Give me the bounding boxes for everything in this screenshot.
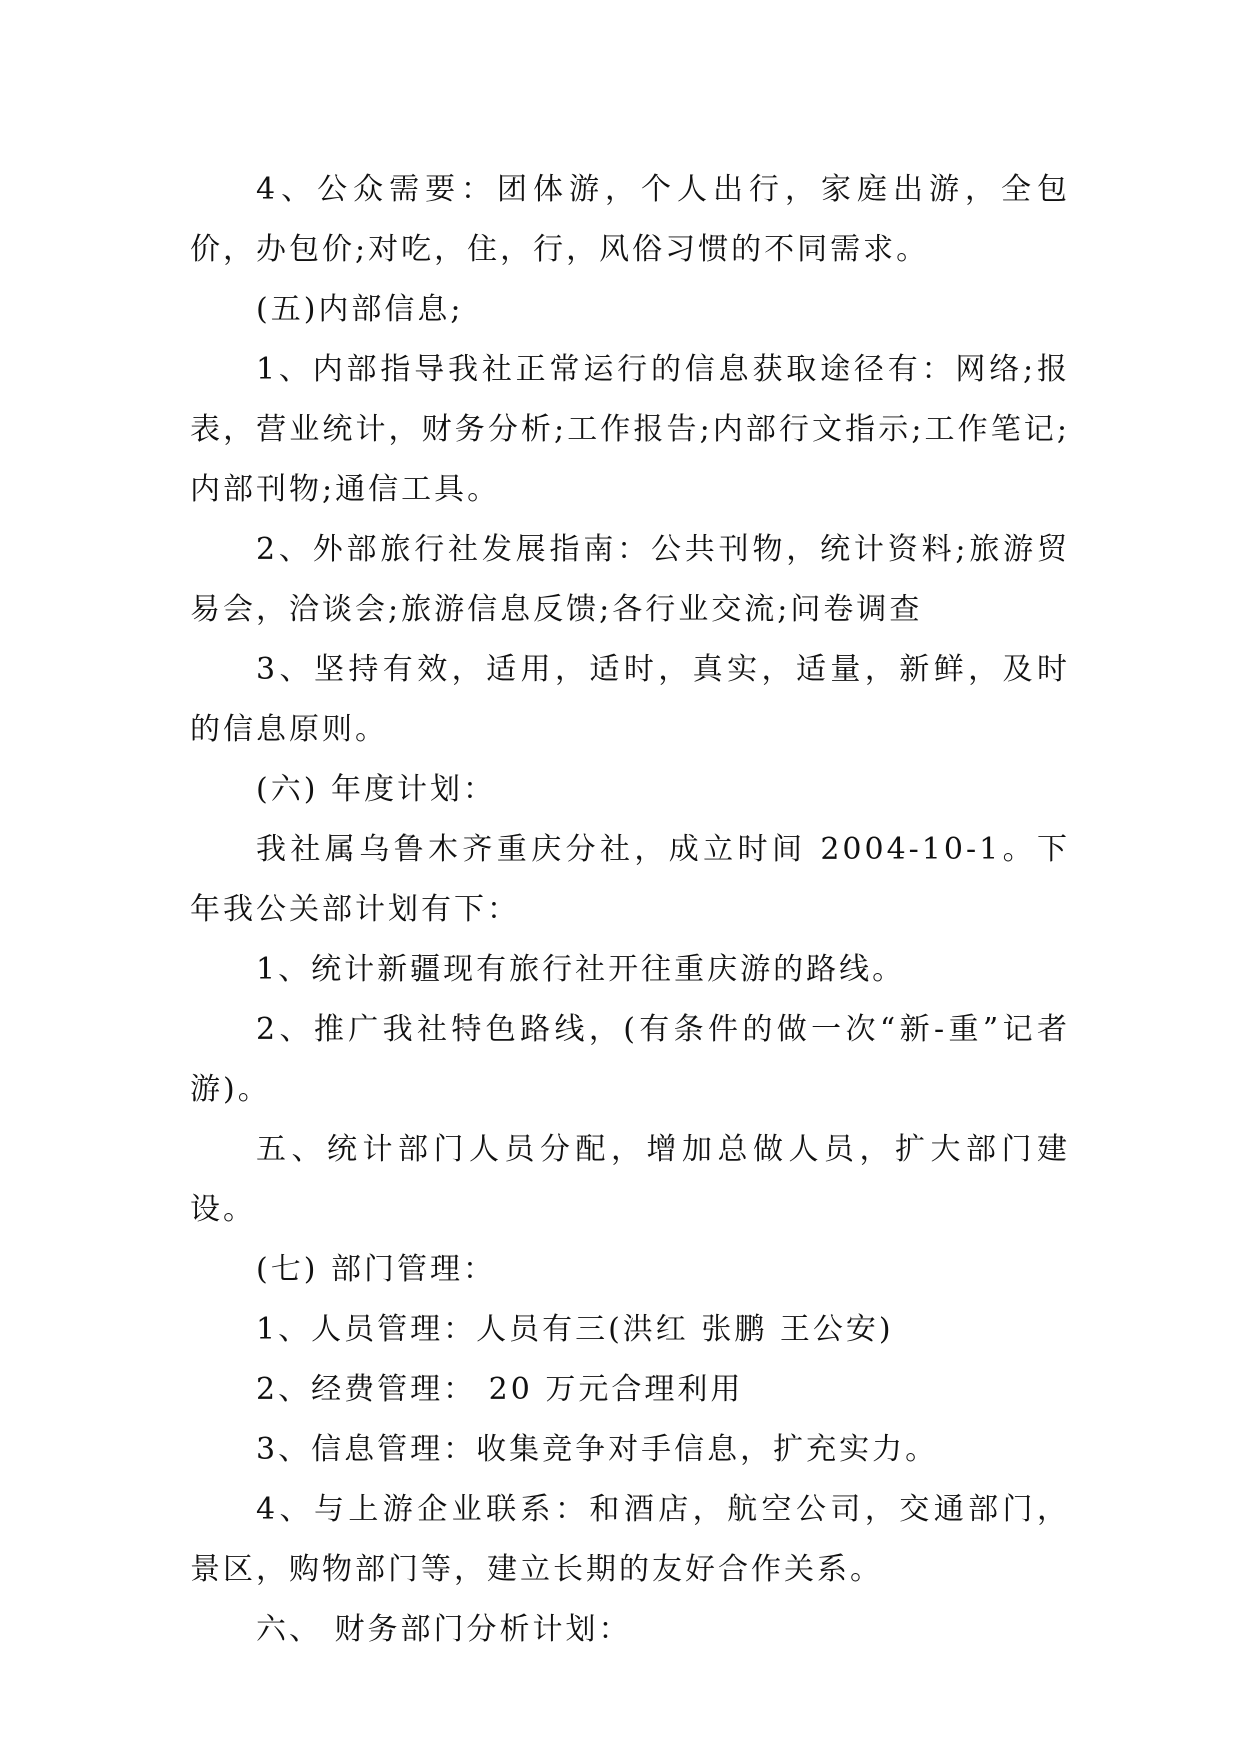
paragraph-plan-item-2: 2、推广我社特色路线，(有条件的做一次“新-重”记者游)。 bbox=[190, 1012, 1070, 1107]
paragraph-upstream-relations: 4、与上游企业联系：和酒店，航空公司，交通部门，景区，购物部门等，建立长期的友好合作关系。 bbox=[190, 1492, 1070, 1587]
paragraph-external-guide: 2、外部旅行社发展指南：公共刊物，统计资料;旅游贸易会，洽谈会;旅游信息反馈;各行业交流;问卷调查 bbox=[190, 532, 1070, 627]
document-body bbox=[190, 160, 1070, 1660]
paragraph-plan-item-5: 五、统计部门人员分配，增加总做人员，扩大部门建设。 bbox=[190, 1132, 1070, 1227]
heading-dept-management: (七) 部门管理： bbox=[256, 1252, 496, 1287]
heading-annual-plan: (六) 年度计划： bbox=[256, 772, 496, 807]
heading-finance-plan: 六、 财务部门分析计划： bbox=[256, 1612, 632, 1647]
paragraph-plan-item-1: 1、统计新疆现有旅行社开往重庆游的路线。 bbox=[256, 952, 906, 987]
paragraph-info-management: 3、信息管理：收集竞争对手信息，扩充实力。 bbox=[256, 1432, 939, 1467]
paragraph-staff-management: 1、人员管理：人员有三(洪红 张鹏 王公安) bbox=[256, 1312, 894, 1347]
paragraph-budget-management: 2、经费管理： 20 万元合理利用 bbox=[256, 1372, 744, 1407]
paragraph-public-needs: 4、公众需要：团体游，个人出行，家庭出游，全包价，办包价;对吃，住，行，风俗习惯的不同需求。 bbox=[190, 172, 1070, 267]
paragraph-info-principles: 3、坚持有效，适用，适时，真实，适量，新鲜，及时的信息原则。 bbox=[190, 652, 1070, 747]
heading-internal-info: (五)内部信息; bbox=[256, 292, 464, 327]
paragraph-company-intro: 我社属乌鲁木齐重庆分社，成立时间 2004-10-1。下年我公关部计划有下： bbox=[190, 832, 1070, 927]
paragraph-internal-channels: 1、内部指导我社正常运行的信息获取途径有：网络;报表，营业统计，财务分析;工作报告;内部行文指示;工作笔记;内部刊物;通信工具。 bbox=[190, 352, 1070, 507]
